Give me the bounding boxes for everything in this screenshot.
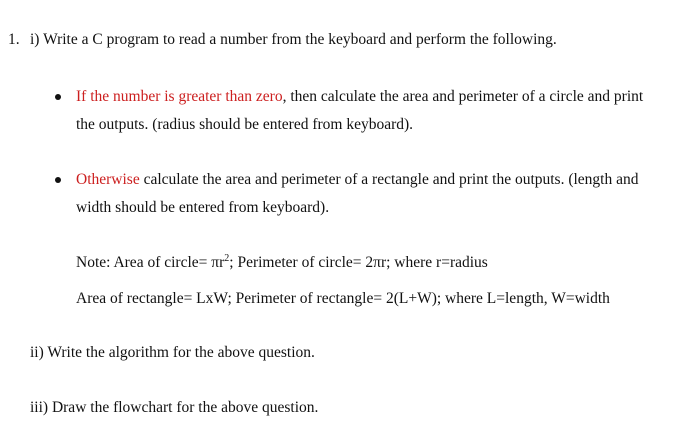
- bullet-1-highlight: If the number is greater than zero: [76, 88, 283, 105]
- bullet-2-line-2: width should be entered from keyboard).: [76, 199, 330, 216]
- bullet-1-rest: , then calculate the area and perimeter of a circle and print: [282, 88, 644, 105]
- bullet-2-rest: calculate the area and perimeter of a rectangle and print the outputs. (length and: [139, 171, 639, 188]
- note-prefix: Note: Area of circle=: [76, 254, 212, 271]
- question-number: 1.: [8, 31, 20, 48]
- bullet-icon: [55, 177, 61, 183]
- bullet-icon: [55, 94, 61, 100]
- note-circle-formula: [76, 253, 488, 273]
- area-exponent: 2: [224, 252, 230, 264]
- area-formula: πr: [211, 254, 225, 271]
- bullet-2-line-1: [76, 170, 639, 190]
- bullet-1-line-1: [76, 87, 643, 107]
- bullet-2-highlight: Otherwise: [76, 171, 140, 188]
- part-i-heading: i) Write a C program to read a number from the keyboard and perform the following.: [30, 31, 557, 48]
- bullet-1-line-2: the outputs. (radius should be entered from keyboard).: [76, 116, 414, 133]
- part-iii: iii) Draw the flowchart for the above question.: [30, 399, 319, 416]
- part-ii: ii) Write the algorithm for the above question.: [30, 344, 315, 361]
- note-rectangle-formula: Area of rectangle= LxW; Perimeter of rectangle= 2(L+W); where L=length, W=width: [76, 290, 610, 307]
- note-suffix: ; Perimeter of circle= 2πr; where r=radius: [229, 254, 488, 271]
